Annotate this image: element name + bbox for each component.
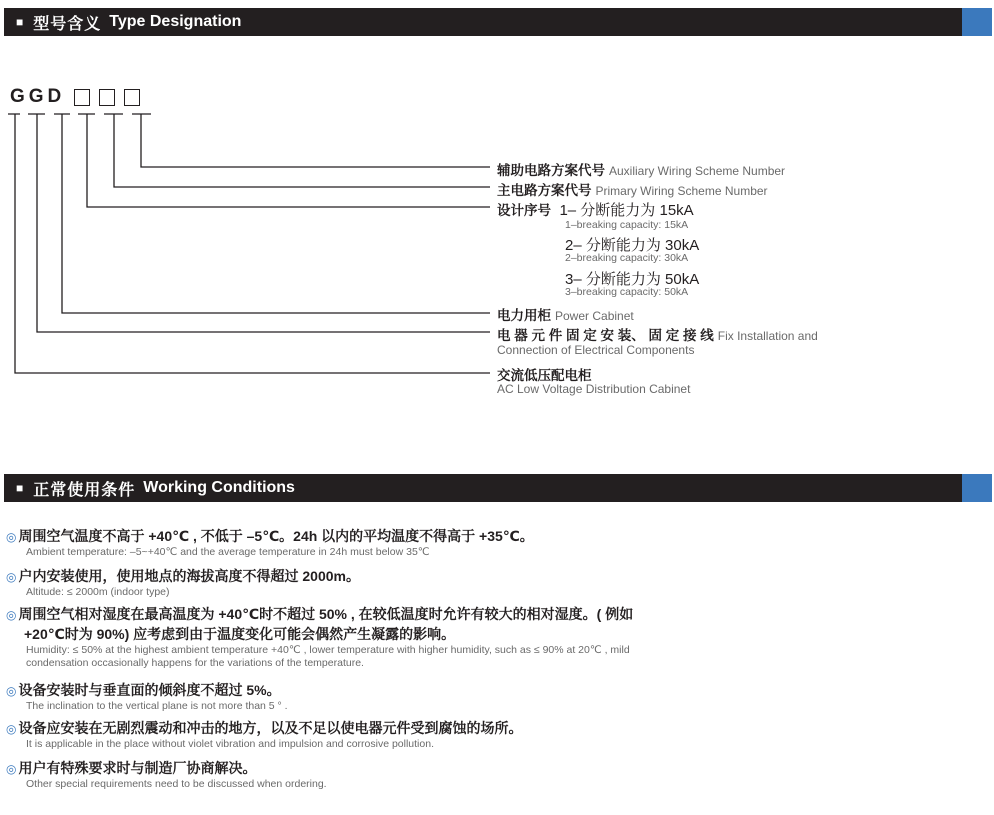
condition-item: ◎ 设备安装时与垂直面的倾斜度不超过 5%。 The inclination to the vertical plane is not more than 5 ° . <box>6 682 288 712</box>
working-conditions-header <box>4 474 962 502</box>
bullet-icon: ◎ <box>6 762 17 776</box>
option-3-en: 3–breaking capacity: 50kA <box>565 286 689 298</box>
fix-installation-label: 电 器 元 件 固 定 安 装、 固 定 接 线 Fix Installation and <box>497 328 818 343</box>
option-2-cn: 2– 分断能力为 30kA <box>565 237 700 254</box>
bullet-icon: ◎ <box>6 722 17 736</box>
condition-item: ◎ 周围空气温度不高于 +40℃ , 不低于 –5℃。24h 以内的平均温度不得高于 +35℃。 Ambient temperature: –5~+40℃ and the average temperature in 24h must below 35℃ <box>6 528 534 558</box>
bullet-icon: ◎ <box>6 608 17 622</box>
accent-block <box>962 474 992 502</box>
main-wiring-label: 主电路方案代号 Primary Wiring Scheme Number <box>497 183 768 198</box>
ac-cabinet-en: AC Low Voltage Distribution Cabinet <box>497 382 691 396</box>
condition-item: ◎ 用户有特殊要求时与制造厂协商解决。 Other special requirements need to be discussed when ordering. <box>6 760 327 790</box>
section-title-en: Type Designation <box>109 13 242 30</box>
line-ac <box>15 114 490 373</box>
square-icon: ■ <box>16 15 24 29</box>
line-design <box>87 114 490 207</box>
section-title-en: Working Conditions <box>143 479 295 496</box>
square-icon: ■ <box>16 481 24 495</box>
line-fix <box>37 114 490 332</box>
condition-item: ◎ 户内安装使用，使用地点的海拔高度不得超过 2000m。 Altitude: ≤ 2000m (indoor type) <box>6 568 360 598</box>
line-main <box>114 114 490 187</box>
design-serial-label: 设计序号 1– 分断能力为 15kA <box>497 202 694 219</box>
option-3-cn: 3– 分断能力为 50kA <box>565 271 700 288</box>
power-cabinet-label: 电力用柜 Power Cabinet <box>497 308 634 323</box>
bullet-icon: ◎ <box>6 530 17 544</box>
section-title-cn: 正常使用条件 <box>33 481 136 499</box>
aux-wiring-label: 辅助电路方案代号 Auxiliary Wiring Scheme Number <box>497 163 786 178</box>
fix-installation-en2: Connection of Electrical Components <box>497 343 695 357</box>
condition-item: ◎ 设备应安装在无剧烈震动和冲击的地方，以及不足以使电器元件受到腐蚀的场所。 It is applicable in the place without violet vibration and impulsion and corrosive pollution. <box>6 720 523 750</box>
bullet-icon: ◎ <box>6 570 17 584</box>
model-prefix: GGD <box>10 86 66 107</box>
option-2-en: 2–breaking capacity: 30kA <box>565 252 689 264</box>
condition-item: ◎ 周围空气相对湿度在最高温度为 +40℃时不超过 50% , 在较低温度时允许有较大的相对湿度。( 例如 +20℃时为 90%) 应考虑到由于温度变化可能会偶然产生凝露的影响。 Humidity: ≤ 50% at the highest ambient temperature +40℃ , lower temperature with higher humidity, such as ≤ 90% at 20℃ , mild condensation occasionally happens for the variations of the temperature. <box>6 606 634 669</box>
bullet-icon: ◎ <box>6 684 17 698</box>
option-1-en: 1–breaking capacity: 15kA <box>565 219 689 231</box>
line-aux <box>141 114 490 167</box>
ac-cabinet-label: 交流低压配电柜 <box>497 368 592 383</box>
section-title-cn: 型号含义 <box>33 15 102 33</box>
line-power <box>62 114 490 313</box>
